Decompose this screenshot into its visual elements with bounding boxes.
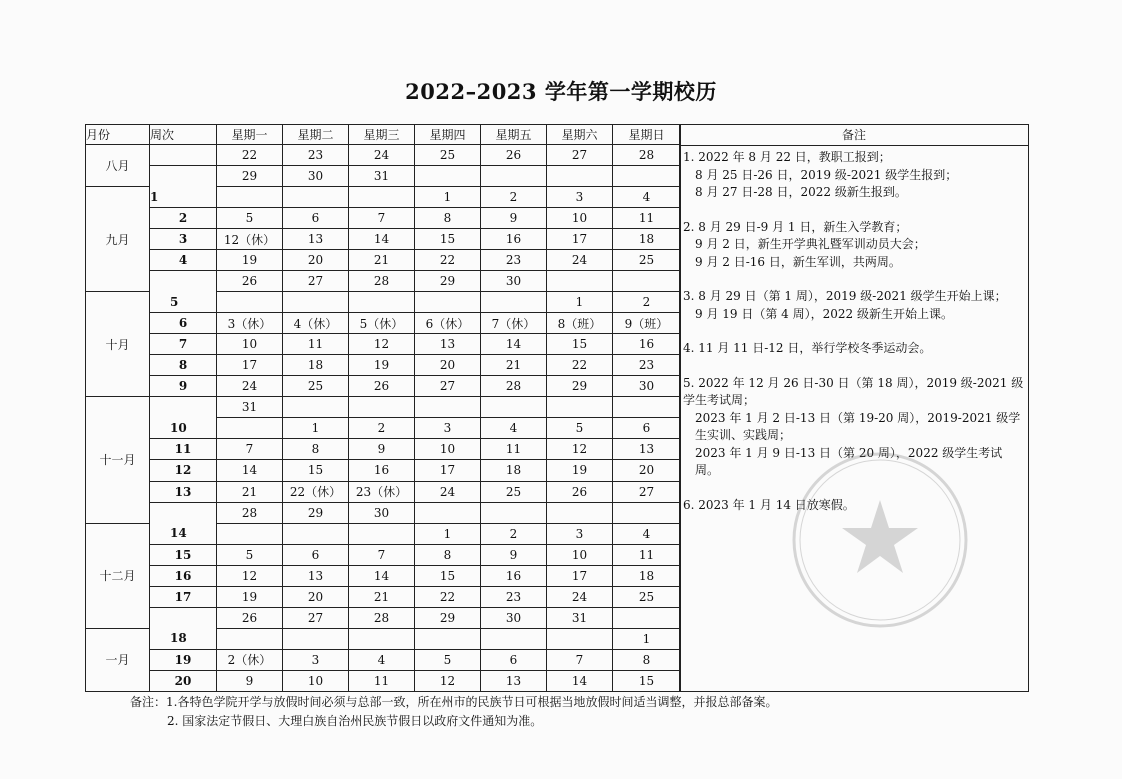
day-cell: 30: [481, 607, 547, 628]
day-cell: 7: [217, 439, 283, 460]
week-row: [86, 439, 681, 460]
week-number-cell: 20: [150, 670, 217, 691]
week-number-cell: 13: [150, 481, 217, 502]
footnote-2: 2. 国家法定节假日、大理白族自治州民族节假日以政府文件通知为准。: [167, 714, 543, 728]
day-cell: [349, 292, 415, 313]
day-cell: 25: [613, 586, 681, 607]
remark-item: [683, 149, 1026, 202]
day-cell: [415, 628, 481, 649]
remark-line: 9 月 2 日，新生开学典礼暨军训动员大会；: [695, 237, 926, 251]
header-fri: 星期五: [481, 125, 547, 145]
week-number-cell: 8: [150, 355, 217, 376]
day-cell: 20: [283, 586, 349, 607]
day-cell: [283, 523, 349, 544]
day-cell: 29: [415, 607, 481, 628]
day-cell: 6（休）: [415, 313, 481, 334]
week-number-cell: 12: [150, 460, 217, 481]
day-cell: 12: [217, 565, 283, 586]
footnotes: [130, 693, 777, 731]
day-cell: 1: [415, 523, 481, 544]
day-cell: 24: [547, 586, 613, 607]
day-cell: 15: [415, 229, 481, 250]
day-cell: 20: [283, 250, 349, 271]
remark-item: [683, 219, 1026, 272]
day-cell: 5: [217, 544, 283, 565]
day-cell: 26: [349, 376, 415, 397]
remark-item: [683, 288, 1026, 323]
day-cell: 18: [481, 460, 547, 481]
week-number-cell: 16: [150, 565, 217, 586]
day-cell: 29: [217, 166, 283, 187]
remark-line: 8 月 25 日-26 日，2019 级-2021 级学生报到；: [695, 167, 958, 182]
day-cell: 7: [349, 544, 415, 565]
day-cell: 7（休）: [481, 313, 547, 334]
day-cell: [481, 397, 547, 418]
week-row: [86, 649, 681, 670]
day-cell: 18: [613, 229, 681, 250]
day-cell: 29: [547, 376, 613, 397]
day-cell: [547, 397, 613, 418]
week-row: [86, 502, 681, 523]
day-cell: 28: [349, 271, 415, 292]
week-row: [86, 145, 681, 166]
day-cell: 27: [283, 271, 349, 292]
day-cell: 10: [283, 670, 349, 691]
remark-line: 8 月 27 日-28 日，2022 级新生报到。: [695, 185, 907, 199]
day-cell: 16: [349, 460, 415, 481]
day-cell: 28: [217, 502, 283, 523]
day-cell: 14: [547, 670, 613, 691]
week-row: [86, 586, 681, 607]
day-cell: 14: [217, 460, 283, 481]
month-cell: 九月: [86, 187, 150, 292]
day-cell: 23: [283, 145, 349, 166]
day-cell: [613, 397, 681, 418]
remark-line: 1. 2022 年 8 月 22 日，教职工报到；: [683, 150, 891, 164]
seal-star-icon: [842, 500, 918, 573]
day-cell: 27: [547, 145, 613, 166]
day-cell: 7: [547, 649, 613, 670]
day-cell: 23: [481, 586, 547, 607]
day-cell: 1: [547, 292, 613, 313]
day-cell: 21: [349, 250, 415, 271]
week-row: [86, 355, 681, 376]
day-cell: 17: [217, 355, 283, 376]
day-cell: [613, 607, 681, 628]
day-cell: 20: [613, 460, 681, 481]
day-cell: 12（休）: [217, 229, 283, 250]
week-number-label: 5: [170, 294, 179, 309]
day-cell: 17: [547, 565, 613, 586]
header-month: 月份: [86, 125, 150, 145]
official-seal-stamp: [790, 450, 970, 630]
day-cell: 24: [547, 250, 613, 271]
week-row: [86, 607, 681, 628]
day-cell: 8: [283, 439, 349, 460]
day-cell: 25: [481, 481, 547, 502]
day-cell: 30: [613, 376, 681, 397]
day-cell: 10: [415, 439, 481, 460]
day-cell: [283, 187, 349, 208]
remark-item: [683, 340, 1026, 358]
day-cell: 5: [217, 208, 283, 229]
day-cell: 2: [481, 187, 547, 208]
week-row: [86, 523, 681, 544]
day-cell: 3: [415, 418, 481, 439]
month-cell: 一月: [86, 628, 150, 691]
day-cell: 17: [415, 460, 481, 481]
week-number-cell: [150, 502, 217, 523]
day-cell: [217, 628, 283, 649]
day-cell: 23: [613, 355, 681, 376]
day-cell: 23（休）: [349, 481, 415, 502]
day-cell: 28: [613, 145, 681, 166]
month-cell: 八月: [86, 145, 150, 187]
header-wed: 星期三: [349, 125, 415, 145]
week-number-cell: 17: [150, 586, 217, 607]
day-cell: 30: [349, 502, 415, 523]
day-cell: [415, 166, 481, 187]
day-cell: 8（班）: [547, 313, 613, 334]
remark-line: 2023 年 1 月 2 日-13 日（第 19-20 周），2019-2021 级学生实训、实践周；: [695, 410, 1021, 442]
day-cell: [349, 187, 415, 208]
week-number-cell: 4: [150, 250, 217, 271]
day-cell: 15: [613, 670, 681, 691]
day-cell: 23: [481, 250, 547, 271]
header-week: 周次: [150, 125, 217, 145]
day-cell: 12: [349, 334, 415, 355]
header-row: [86, 125, 681, 145]
day-cell: 22: [415, 586, 481, 607]
month-cell: 十月: [86, 292, 150, 397]
day-cell: 31: [349, 166, 415, 187]
day-cell: 10: [217, 334, 283, 355]
day-cell: 4: [613, 523, 681, 544]
week-number-cell: 7: [150, 334, 217, 355]
day-cell: [481, 628, 547, 649]
remarks-header: 备注: [680, 125, 1028, 146]
day-cell: [547, 271, 613, 292]
remark-line: 2023 年 1 月 9 日-13 日（第 20 周），2022 级学生考试周。: [695, 445, 1003, 477]
day-cell: 13: [283, 565, 349, 586]
day-cell: 28: [481, 376, 547, 397]
day-cell: 28: [349, 607, 415, 628]
header-sat: 星期六: [547, 125, 613, 145]
week-number-cell: [150, 397, 217, 418]
week-number-cell: [150, 418, 217, 439]
day-cell: 9（班）: [613, 313, 681, 334]
day-cell: 24: [349, 145, 415, 166]
day-cell: 4: [349, 649, 415, 670]
week-number-cell: [150, 607, 217, 628]
week-number-label: 18: [170, 631, 187, 646]
day-cell: 29: [283, 502, 349, 523]
remark-line: 5. 2022 年 12 月 26 日-30 日（第 18 周），2019 级-2021 级学生考试周；: [683, 375, 1024, 407]
remark-line: 4. 11 月 11 日-12 日，举行学校冬季运动会。: [683, 341, 932, 355]
day-cell: 10: [547, 208, 613, 229]
day-cell: [349, 628, 415, 649]
day-cell: [481, 166, 547, 187]
day-cell: 11: [613, 208, 681, 229]
week-row: [86, 418, 681, 439]
week-row: [86, 397, 681, 418]
day-cell: [613, 502, 681, 523]
week-row: [86, 565, 681, 586]
day-cell: 14: [349, 565, 415, 586]
day-cell: 19: [349, 355, 415, 376]
week-row: [86, 208, 681, 229]
header-thu: 星期四: [415, 125, 481, 145]
day-cell: 27: [613, 481, 681, 502]
day-cell: [415, 397, 481, 418]
day-cell: 3: [547, 523, 613, 544]
week-row: [86, 670, 681, 691]
week-number-cell: [150, 166, 217, 187]
day-cell: 2（休）: [217, 649, 283, 670]
month-cell: 十一月: [86, 397, 150, 523]
page-title: 2022–2023 学年第一学期校历: [405, 79, 717, 104]
day-cell: 1: [613, 628, 681, 649]
week-row: [86, 229, 681, 250]
week-number-cell: 3: [150, 229, 217, 250]
day-cell: 6: [283, 208, 349, 229]
day-cell: 26: [217, 607, 283, 628]
day-cell: 8: [613, 649, 681, 670]
day-cell: 31: [217, 397, 283, 418]
day-cell: [481, 292, 547, 313]
day-cell: 22: [217, 145, 283, 166]
day-cell: 14: [349, 229, 415, 250]
day-cell: 22: [547, 355, 613, 376]
week-number-cell: 15: [150, 544, 217, 565]
day-cell: 2: [613, 292, 681, 313]
day-cell: 5: [415, 649, 481, 670]
day-cell: [217, 292, 283, 313]
day-cell: [283, 397, 349, 418]
day-cell: 16: [481, 565, 547, 586]
day-cell: 17: [547, 229, 613, 250]
day-cell: 3: [283, 649, 349, 670]
day-cell: 9: [481, 544, 547, 565]
day-cell: 21: [217, 481, 283, 502]
week-row: [86, 334, 681, 355]
day-cell: 11: [481, 439, 547, 460]
day-cell: [547, 628, 613, 649]
week-number-cell: 6: [150, 313, 217, 334]
day-cell: 5: [547, 418, 613, 439]
week-number-label: 14: [170, 526, 187, 541]
day-cell: 12: [547, 439, 613, 460]
day-cell: 30: [481, 271, 547, 292]
day-cell: 4: [613, 187, 681, 208]
day-cell: 15: [283, 460, 349, 481]
header-tue: 星期二: [283, 125, 349, 145]
day-cell: 25: [283, 376, 349, 397]
week-row: [86, 628, 681, 649]
month-cell: 十二月: [86, 523, 150, 628]
week-number-cell: [150, 523, 217, 544]
week-row: [86, 376, 681, 397]
day-cell: 3（休）: [217, 313, 283, 334]
day-cell: 21: [481, 355, 547, 376]
remark-line: 9 月 2 日-16 日，新生军训，共两周。: [695, 254, 901, 269]
remark-line: 6. 2023 年 1 月 14 日放寒假。: [683, 497, 855, 512]
day-cell: 19: [217, 586, 283, 607]
day-cell: 8: [415, 208, 481, 229]
remark-line: 3. 8 月 29 日（第 1 周），2019 级-2021 级学生开始上课；: [683, 289, 1007, 303]
day-cell: [613, 271, 681, 292]
day-cell: 11: [349, 670, 415, 691]
day-cell: [283, 628, 349, 649]
day-cell: 26: [481, 145, 547, 166]
day-cell: 9: [349, 439, 415, 460]
day-cell: [415, 292, 481, 313]
week-row: [86, 481, 681, 502]
day-cell: 19: [217, 250, 283, 271]
day-cell: 13: [415, 334, 481, 355]
day-cell: 16: [481, 229, 547, 250]
day-cell: 22: [415, 250, 481, 271]
day-cell: 27: [283, 607, 349, 628]
day-cell: 25: [415, 145, 481, 166]
week-row: [86, 313, 681, 334]
day-cell: 27: [415, 376, 481, 397]
day-cell: [349, 397, 415, 418]
remark-line: 2. 8 月 29 日-9 月 1 日，新生入学教育；: [683, 219, 908, 234]
day-cell: [547, 502, 613, 523]
day-cell: 18: [283, 355, 349, 376]
day-cell: 6: [481, 649, 547, 670]
day-cell: 31: [547, 607, 613, 628]
day-cell: 1: [283, 418, 349, 439]
day-cell: 12: [415, 670, 481, 691]
day-cell: 19: [547, 460, 613, 481]
week-row: [86, 460, 681, 481]
week-row: [86, 292, 681, 313]
day-cell: 13: [283, 229, 349, 250]
day-cell: 2: [349, 418, 415, 439]
day-cell: [481, 502, 547, 523]
day-cell: 26: [217, 271, 283, 292]
header-sun: 星期日: [613, 125, 681, 145]
day-cell: 16: [613, 334, 681, 355]
day-cell: 29: [415, 271, 481, 292]
day-cell: [547, 166, 613, 187]
day-cell: [217, 418, 283, 439]
day-cell: 26: [547, 481, 613, 502]
week-number-cell: 1: [150, 187, 217, 208]
footnote-1: 备注：1.各特色学院开学与放假时间必须与总部一致，所在州市的民族节日可根据当地放假时间适当调整，并报总部备案。: [130, 695, 778, 709]
day-cell: 5（休）: [349, 313, 415, 334]
day-cell: [217, 523, 283, 544]
day-cell: 10: [547, 544, 613, 565]
week-number-cell: 11: [150, 439, 217, 460]
day-cell: 6: [613, 418, 681, 439]
day-cell: 13: [613, 439, 681, 460]
week-number-cell: 19: [150, 649, 217, 670]
week-row: [86, 166, 681, 187]
day-cell: 18: [613, 565, 681, 586]
day-cell: 24: [415, 481, 481, 502]
remark-line: 9 月 19 日（第 4 周），2022 级新生开始上课。: [695, 306, 953, 321]
day-cell: 14: [481, 334, 547, 355]
week-row: [86, 544, 681, 565]
day-cell: 30: [283, 166, 349, 187]
day-cell: [349, 523, 415, 544]
day-cell: 20: [415, 355, 481, 376]
day-cell: 4（休）: [283, 313, 349, 334]
day-cell: 8: [415, 544, 481, 565]
week-number-cell: [150, 628, 217, 649]
day-cell: 2: [481, 523, 547, 544]
day-cell: 3: [547, 187, 613, 208]
day-cell: 1: [415, 187, 481, 208]
day-cell: 21: [349, 586, 415, 607]
day-cell: 13: [481, 670, 547, 691]
day-cell: 4: [481, 418, 547, 439]
day-cell: 7: [349, 208, 415, 229]
week-number-label: 10: [170, 421, 187, 436]
week-row: [86, 250, 681, 271]
day-cell: 15: [415, 565, 481, 586]
week-number-cell: 2: [150, 208, 217, 229]
day-cell: 9: [481, 208, 547, 229]
week-number-cell: [150, 145, 217, 166]
calendar-body: [86, 145, 681, 692]
day-cell: 15: [547, 334, 613, 355]
day-cell: [415, 502, 481, 523]
day-cell: [613, 166, 681, 187]
week-number-cell: [150, 292, 217, 313]
header-mon: 星期一: [217, 125, 283, 145]
week-row: [86, 271, 681, 292]
day-cell: 11: [613, 544, 681, 565]
day-cell: 6: [283, 544, 349, 565]
week-number-cell: 9: [150, 376, 217, 397]
day-cell: [217, 187, 283, 208]
week-row: [86, 187, 681, 208]
day-cell: 9: [217, 670, 283, 691]
day-cell: [283, 292, 349, 313]
day-cell: 22（休）: [283, 481, 349, 502]
day-cell: 11: [283, 334, 349, 355]
day-cell: 24: [217, 376, 283, 397]
week-number-cell: [150, 271, 217, 292]
day-cell: 25: [613, 250, 681, 271]
calendar-table: [85, 124, 681, 692]
